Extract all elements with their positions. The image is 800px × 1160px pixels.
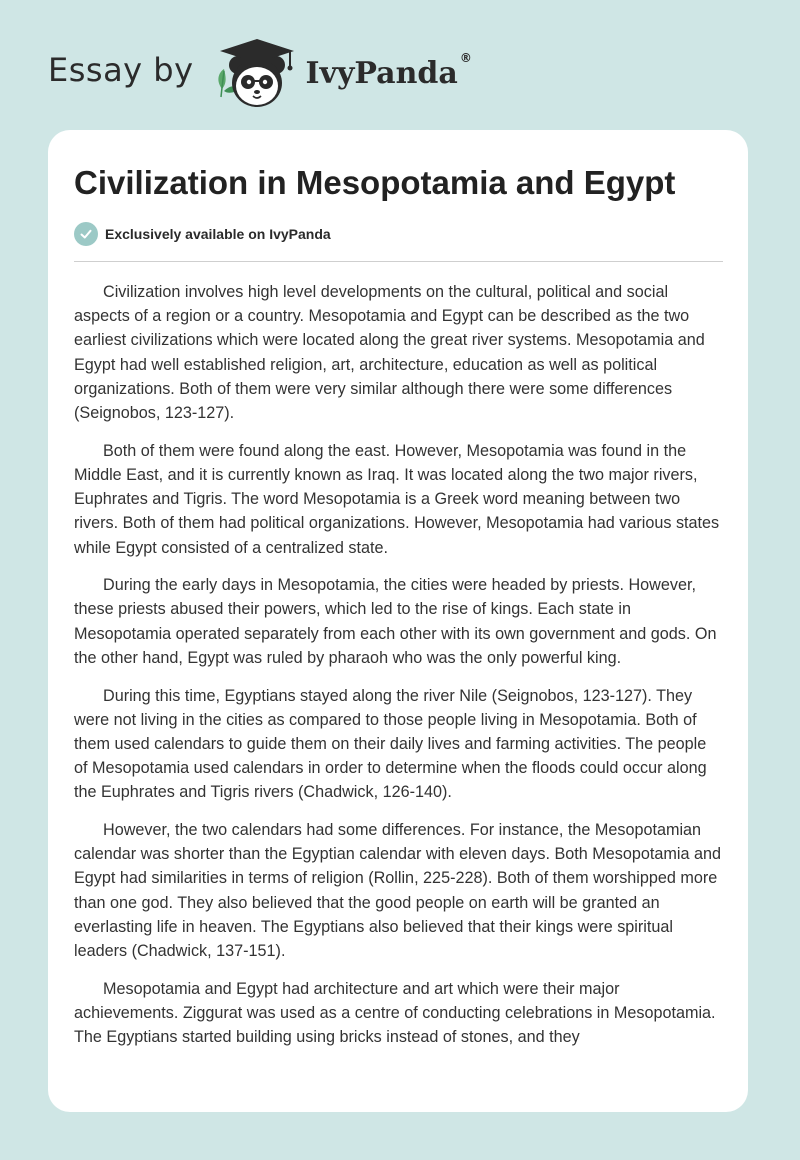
essay-card xyxy=(48,130,748,1112)
paragraph: Both of them were found along the east. However, Mesopotamia was found in the Middle East, and it is currently known as Iraq. It was located along the two major rivers, Euphrates and Tigris. The word Mesopotamia is a Greek word meaning between two rivers. Both of them had political organizations. However, Mesopotamia had various states while Egypt consisted of a centralized state. xyxy=(74,441,720,557)
paragraph: During the early days in Mesopotamia, the cities were headed by priests. However, these priests abused their powers, which led to the rise of kings. Each state in Mesopotamia operated separately from each other with its own government and gods. On the other hand, Egypt was ruled by pharaoh who was the only powerful king. xyxy=(74,576,717,667)
paragraph: Mesopotamia and Egypt had architecture and art which were their major achievements. Ziggurat was used as a centre of conducting celebrations in Mesopotamia. The Egyptians started building using bricks instead of stones, and they xyxy=(74,979,716,1047)
paragraph: During this time, Egyptians stayed along the river Nile (Seignobos, 123-127). They were not living in the cities as compared to those people living in Mesopotamia. Both of them used calendars to guide them on their daily lives and farming activities. The people of Mesopotamia used calendars in order to determine when the floods could occur along the Euphrates and Tigris rivers (Chadwick, 126-140). xyxy=(74,686,707,802)
registered-mark: ® xyxy=(459,50,472,65)
panda-graduate-logo-icon[interactable] xyxy=(212,37,302,111)
brand-prefix: Essay by xyxy=(48,51,194,89)
essay-body xyxy=(74,280,724,1063)
brand-name-text[interactable]: IvyPanda xyxy=(305,55,458,91)
exclusive-badge xyxy=(74,222,331,246)
brand-name[interactable] xyxy=(305,50,472,91)
badge-text: Exclusively available on IvyPanda xyxy=(105,226,331,242)
check-circle-icon xyxy=(74,222,98,246)
paragraph: Civilization involves high level developments on the cultural, political and social aspects of a region or a country. Mesopotamia and Egypt can be described as the two earliest civilizations which were located along the great river systems. Mesopotamia and Egypt had well established religion, art, architecture, education as well as political organizations. Both of them were very similar although there were some differences (Seignobos, 123-127). xyxy=(74,283,705,423)
site-header xyxy=(48,34,472,114)
page-title: Civilization in Mesopotamia and Egypt xyxy=(74,164,676,201)
paragraph: However, the two calendars had some differences. For instance, the Mesopotamian calendar was shorter than the Egyptian calendar with eleven days. Both Mesopotamia and Egypt had similarities in terms of religion (Rollin, 225-228). Both of them worshipped more than one god. They also believed that the good people on earth will be granted an everlasting life in heaven. The Egyptians also believed that their kings were spiritual leaders (Chadwick, 137-151). xyxy=(74,821,721,961)
divider xyxy=(74,261,723,262)
